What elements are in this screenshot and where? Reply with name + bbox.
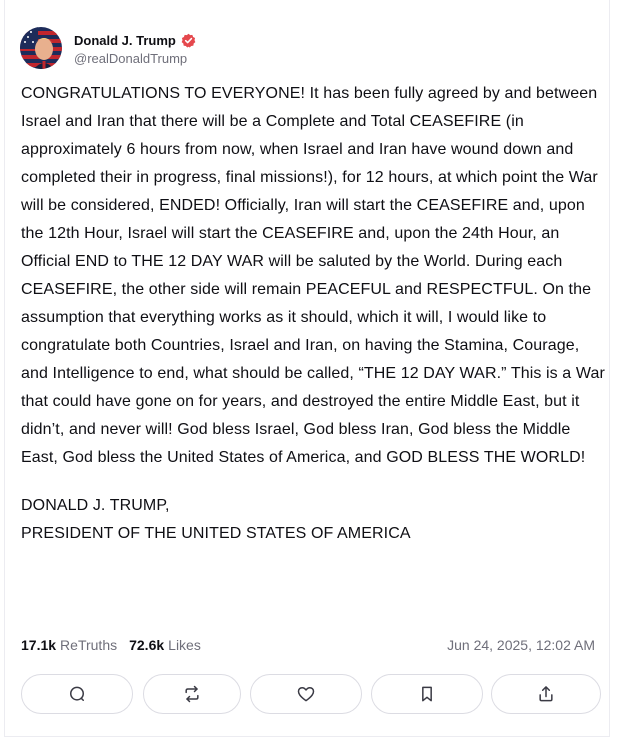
- post-body: [21, 80, 605, 548]
- signature-line-2: PRESIDENT OF THE UNITED STATES OF AMERICA: [21, 525, 411, 542]
- reply-button[interactable]: [21, 674, 133, 714]
- post-stats: [21, 637, 595, 653]
- retruths-stat[interactable]: [21, 637, 117, 653]
- heart-icon: [296, 684, 316, 704]
- share-icon: [536, 684, 556, 704]
- like-button[interactable]: [250, 674, 362, 714]
- verified-badge-icon: [181, 33, 196, 48]
- retruths-label: ReTruths: [60, 637, 118, 653]
- repost-icon: [182, 684, 202, 704]
- retruth-button[interactable]: [143, 674, 241, 714]
- user-meta: [74, 31, 196, 66]
- likes-label: Likes: [168, 637, 201, 653]
- post-header: [20, 27, 196, 69]
- display-name[interactable]: Donald J. Trump: [74, 32, 176, 48]
- likes-count: 72.6k: [129, 637, 165, 653]
- action-bar: [21, 674, 601, 716]
- post-card: [4, 0, 610, 737]
- user-handle[interactable]: @realDonaldTrump: [74, 51, 188, 66]
- post-text: CONGRATULATIONS TO EVERYONE! It has been fully agreed by and between Israel and Iran that there will be a Complete and Total CEASEFIRE (in approximately 6 hours from now, when Israel and Iran have wound down and completed their in progress, final missions!), for 12 hours, at which point the War will be considered, ENDED! Officially, Iran will start the CEASEFIRE and, upon the 12th Hour, Israel will start the CEASEFIRE and, upon the 24th Hour, an Official END to THE 12 DAY WAR will be saluted by the World. During each CEASEFIRE, the other side will remain PEACEFUL and RESPECTFUL. On the assumption that everything works as it should, which it will, I would like to congratulate both Countries, Israel and Iran, on having the Stamina, Courage, and Intelligence to end, what should be called, “THE 12 DAY WAR.” This is a War that could have gone on for years, and destroyed the entire Middle East, but it didn’t, and never will! God bless Israel, God bless Iran, God bless the Middle East, God bless the United States of America, and GOD BLESS THE WORLD!: [21, 85, 605, 466]
- bookmark-icon: [417, 684, 437, 704]
- post-timestamp[interactable]: Jun 24, 2025, 12:02 AM: [447, 637, 595, 653]
- signature-line-1: DONALD J. TRUMP,: [21, 497, 170, 514]
- share-button[interactable]: [491, 674, 601, 714]
- avatar[interactable]: [20, 27, 62, 69]
- bookmark-button[interactable]: [371, 674, 483, 714]
- name-row: [74, 31, 196, 49]
- comment-icon: [67, 684, 87, 704]
- retruths-count: 17.1k: [21, 637, 57, 653]
- likes-stat[interactable]: [129, 637, 201, 653]
